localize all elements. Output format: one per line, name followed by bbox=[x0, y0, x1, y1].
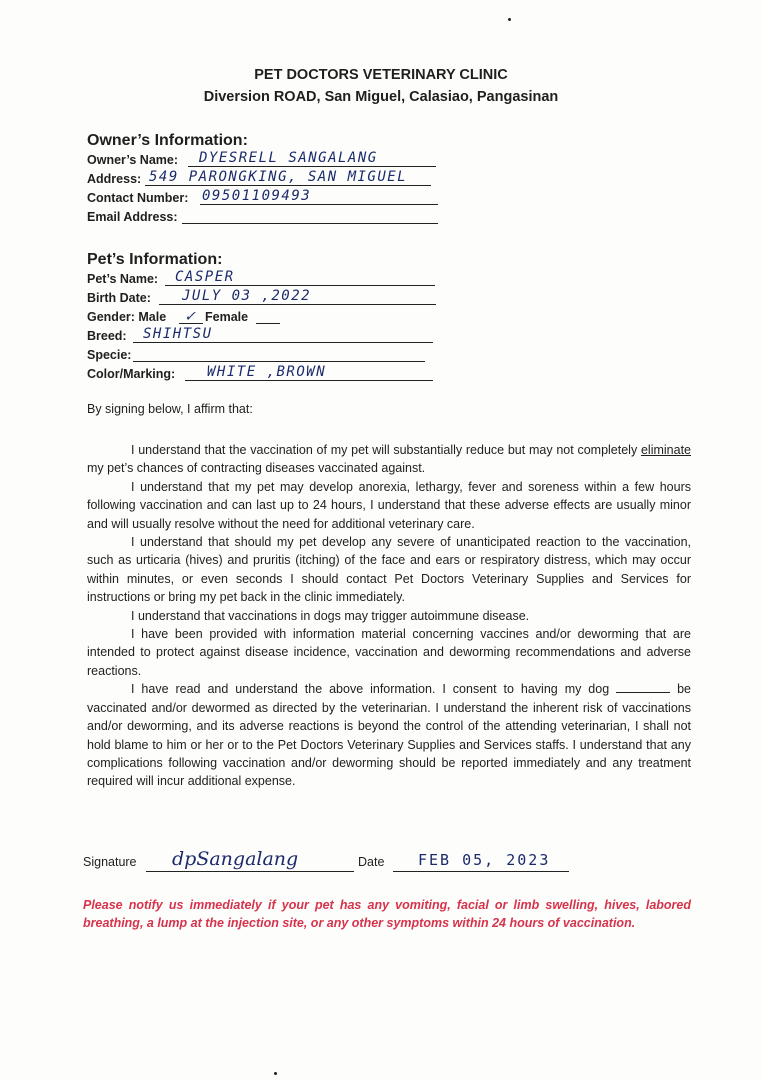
pet-birthdate-label: Birth Date: bbox=[87, 291, 151, 305]
pet-breed-value[interactable]: SHIHTSU bbox=[143, 326, 213, 342]
paragraph-6 bbox=[87, 680, 691, 790]
scan-speck bbox=[508, 18, 511, 21]
form-header bbox=[0, 64, 762, 108]
owner-contact-row bbox=[87, 189, 447, 208]
owner-email-line bbox=[182, 223, 438, 224]
paragraph-1-text-b: my pet’s chances of contracting diseases vaccinated against. bbox=[87, 461, 426, 476]
pet-section-title: Pet’s Information: bbox=[87, 251, 223, 268]
owner-section-title: Owner’s Information: bbox=[87, 132, 248, 149]
owner-email-row bbox=[87, 208, 447, 227]
paragraph-2: I understand that my pet may develop anorexia, lethargy, fever and soreness within a few hours following vaccination and can last up to 24 hours, I understand that these adverse effects are usually minor and will usually resolve without the need for additional veterinary care. bbox=[87, 479, 691, 531]
pet-name-label: Pet’s Name: bbox=[87, 272, 159, 286]
paragraph-1-underlined: eliminate bbox=[640, 443, 691, 457]
paragraph-4: I understand that vaccinations in dogs may trigger autoimmune disease. bbox=[131, 608, 530, 623]
affirm-intro: By signing below, I affirm that: bbox=[87, 402, 253, 416]
gender-male-label: Gender: Male bbox=[87, 310, 167, 324]
pet-color-row bbox=[87, 365, 447, 384]
owner-name-label: Owner’s Name: bbox=[87, 153, 179, 167]
owner-contact-value[interactable]: 09501109493 bbox=[202, 188, 312, 204]
owner-address-label: Address: bbox=[87, 172, 142, 186]
pet-color-label: Color/Marking: bbox=[87, 367, 176, 381]
paragraph-6-text-a: I have read and understand the above information. I consent to having my dog bbox=[131, 682, 617, 697]
pet-specie-line bbox=[133, 361, 425, 362]
consent-body bbox=[87, 441, 691, 791]
pet-specie-label: Specie: bbox=[87, 348, 132, 362]
pet-breed-label: Breed: bbox=[87, 329, 127, 343]
pet-breed-row bbox=[87, 327, 447, 346]
signature-label: Signature bbox=[83, 855, 137, 869]
symptom-notice: Please notify us immediately if your pet has any vomiting, facial or limb swelling, hives, labored breathing, a lump at the injection site, or any other symptoms within 24 hours of vaccination. bbox=[83, 898, 691, 931]
signature-line[interactable] bbox=[146, 871, 354, 872]
clinic-name: PET DOCTORS VETERINARY CLINIC bbox=[254, 67, 508, 83]
clinic-address: Diversion ROAD, San Miguel, Calasiao, Pangasinan bbox=[203, 89, 559, 105]
paragraph-6-text-b: be vaccinated and/or dewormed as directed by the veterinarian. I understand the inherent risk of vaccinations and/or deworming, and its adverse reactions is beyond the control of the attending veterinarian, I shall not hold blame to him or her or to the Pet Doctors Veterinary Supplies and Services staffs. I understand that any complications following vaccination and/or deworming should be reported immediately and any treatment required will incur additional expense. bbox=[87, 682, 691, 789]
pet-birthdate-row bbox=[87, 289, 447, 308]
date-label: Date bbox=[358, 855, 385, 869]
dog-name-blank[interactable] bbox=[616, 681, 670, 693]
paragraph-3: I understand that should my pet develop any severe of unanticipated reaction to the vaccination, such as urticaria (hives) and pruritis (itching) of the face and ears or respiratory distress, which may occur within minutes, or even seconds I should contact Pet Doctors Veterinary Supplies and Services for instructions or bring my pet back in the clinic immediately. bbox=[87, 535, 691, 605]
owner-information-section bbox=[87, 131, 447, 227]
gender-male-checkmark[interactable]: ✓ bbox=[185, 306, 197, 325]
pet-color-value[interactable]: WHITE ,BROWN bbox=[207, 364, 327, 380]
gender-female-label: Female bbox=[205, 310, 249, 324]
owner-contact-label: Contact Number: bbox=[87, 191, 189, 205]
pet-name-value[interactable]: CASPER bbox=[175, 269, 235, 285]
owner-address-value[interactable]: 549 PARONGKING, SAN MIGUEL bbox=[149, 169, 408, 185]
scan-speck bbox=[274, 1072, 277, 1075]
paragraph-1-text-a: I understand that the vaccination of my pet will substantially reduce but may not completely bbox=[131, 443, 641, 457]
pet-information-section bbox=[87, 250, 447, 384]
date-value[interactable]: FEB 05, 2023 bbox=[418, 851, 551, 869]
signature-value[interactable]: dpSangalang bbox=[172, 848, 299, 870]
paragraph-5: I have been provided with information material concerning vaccines and/or deworming that are intended to protect against disease incidence, vaccination and deworming recommendations and adverse reactions. bbox=[87, 627, 691, 678]
pet-birthdate-value[interactable]: JULY 03 ,2022 bbox=[182, 288, 312, 304]
paragraph-1 bbox=[87, 441, 691, 478]
date-line[interactable] bbox=[393, 871, 569, 872]
owner-name-value[interactable]: DYESRELL SANGALANG bbox=[199, 150, 378, 166]
owner-email-label: Email Address: bbox=[87, 210, 178, 224]
gender-female-line[interactable] bbox=[256, 323, 280, 324]
pet-gender-row bbox=[87, 308, 447, 327]
